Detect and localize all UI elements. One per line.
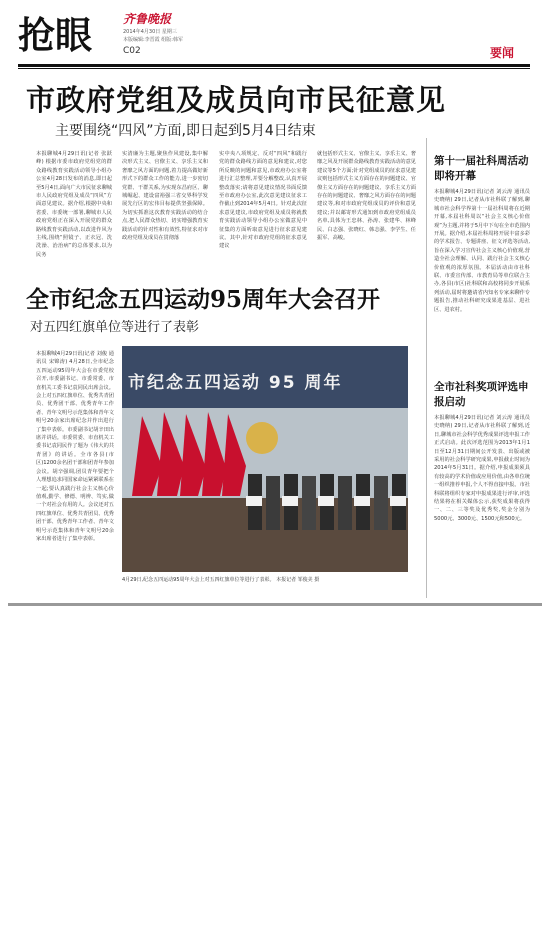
story1-subhead: 主要围绕“四风”方面,即日起到5月4日结束 (55, 123, 316, 139)
story2-headline: 全市纪念五四运动95周年大会召开 (26, 286, 381, 313)
page-number: C02 (123, 46, 141, 56)
section-title: 抢眼 (18, 13, 92, 57)
sidebar-divider (426, 138, 427, 598)
side2-body: 本报聊城4月29日讯(记者 刘云涛 通讯员 史晓纳) 29日,记者从市社科联了解到,近日,聊城市社会科学优秀成果评选申报工作正式启动。此次评选范围为2013年1月1日至12月31日期间公开发表、出版或被采用的社会科学研究成果,申报截止时间为2014年5月31日。据介绍,申报成果须具有较高的学术价值或应用价值,由各单位统一组织推荐申报,个人不得直接申报。市社科联将组织专家对申报成果进行评审,评选结果将在相关媒体公示,获奖成果将获得一、二、三等奖及优秀奖,奖金分别为5000元、3000元、1500元和500元。 (434, 415, 530, 522)
photo-banner-text: 市纪念五四运动 95 周年 (128, 373, 343, 393)
story2-column-1: 本报聊城4月29日讯(记者 刘俊 通讯员 宋锦涛) 4月28日,全市纪念五四运动95周年大会在市委党校召开,市委副书记、市委常委、市直机关工委书记袁同民出席会议。会上对五四红旗单位、优秀共青团员、优秀团干部、优秀青年工作者、青年文明号示范集体和青年文明号20余家出席纪念并作出进行了集中表彰。市委副书记胡辛田出席并讲话。市委常委、市直机关工委书记袁同民作了题为《伟大的共青团》的讲话。全市各县(市区)1200余名团干部和团青年参加会议。胡辛强调,团员青年要把个人理想追求同国家命运紧紧联系在一起;要认真践行社会主义核心价值观,勤学、修德、明辨、笃实,做一个对社会有用的人。会议还对五四红旗单位、优秀共青团员、优秀团干部、优秀青年工作者、青年文明号示范集体和青年文明号20余家出席者进行了集中表彰。 (36, 351, 114, 542)
emblem (246, 422, 278, 454)
story1-column-2: 实清廉为主题,聚焦作风建设,集中解决形式主义、官僚主义、享乐主义和奢靡之风方面的问题,着力提高做好新形式下的群众工作的能力,进一步密切党群、干群关系,为实现东昌府区、聊城崛起、建设富裕强三省交界科学发展先行区的宏伟目标提供坚强保障。为切实抓准这次教育实践活动的结合点,把人民群众热切、切实增强教育实践活动的针对性和有效性,特征求对市政府党组及成员在贯彻落 (122, 151, 208, 242)
story2-subhead: 对五四红旗单位等进行了表彰 (30, 320, 200, 335)
side1-headline: 第十一届社科周活动即将开幕 (434, 155, 529, 182)
photo-caption: 4月29日,纪念五四运动95周年大会上对五四红旗单位等进行了表彰。 本报记者 邹俊美 摄 (122, 577, 320, 583)
section-tag: 要闻 (490, 46, 515, 60)
story1-column-1: 本报聊城4月29日讯(记者 张跃峰) 根据市委市政府党组党的群众路线教育实践活动领导小组办公室4月28日发布的消息,即日起至5月4日,面向广大市民征求聊城市人民政府党组及成员“四风”方面意见建议。据介绍,根据中央和省委、市委统一部署,聊城市人民政府党组正在深入开展党的群众路线教育实践活动,以改进作风为主线,围绕“照镜子、正衣冠、洗洗澡、治治病”的总体要求,以为民务 (36, 151, 112, 258)
side1-body: 本报聊城4月29日讯(记者 刘云涛 通讯员 史晓纳) 29日,记者从市社科联了解到,聊城市社会科学界第十一届社科周将在近期开幕,本届社科周以“社会主义核心价值观”为主题,并将于5月中下旬在全市范围内开展。据介绍,本届社科周将开展丰富多彩的学术报告、专题讲座、征文评选等活动,旨在深入学习宣传社会主义核心价值观,营造全社会理解、认同、践行社会主义核心价值观的浓厚氛围。本届活动由市社科联、市委宣传部、市教育局等单位联合主办,各县(市区)社科联和高校将同步开展系列活动,届时将邀请省内知名专家来聊作专题报告,推动社科研究成果进基层、进社区、进农村。 (434, 189, 530, 313)
masthead-rule (18, 64, 530, 67)
story1-column-3: 实中央八项规定、反对“四风”和践行党的群众路线方面的意见和建议,对您所反映的问题和意见,市政府办公室将进行汇总整理,并要分解整改,认真开展整改落实;请将意见建议情况书面反馈至市政府办公室,此次意见建议征求工作截止到2014年5月4日。针对此次征求意见建议,市政府党组及成员将就教育实践活动领导小组办公室做意见中征集的方面听取意见进行征求意见建议。其中,针对市政府党组的征求意见建议 (219, 151, 307, 250)
date-line: 2014年4月30日 星期三 (123, 29, 177, 35)
bottom-rule (8, 603, 542, 606)
editor-line: 本版编辑:李晋霞 组版:韩军 (123, 37, 183, 43)
newspaper-logo: 齐鲁晚报 (123, 12, 172, 26)
masthead-rule-thin (18, 68, 530, 69)
side2-headline: 全市社科奖项评选申报启动 (434, 381, 529, 408)
story1-column-4: 就包括形式主义、官僚主义、享乐主义、奢靡之风及开展群众路线教育实践活动的意见建议等5个方面;针对党组成员的征求意见建议则包括形式主义方面存在的问题建议、官僚主义方面存在的问题建议、享乐主义方面存在的问题建议、奢靡之风方面存在的问题建议等,和对市政府党组成员的评价和意见建议;并以邮寄形式通知到市政府党组成员名单,具体为王忠林、孙涛、张建华、林峰民、白志强、张晓红、韩志强、李学生、任振军、高峻。 (317, 151, 416, 242)
news-photo (122, 346, 408, 572)
story1-headline: 市政府党组及成员向市民征意见 (26, 83, 447, 117)
